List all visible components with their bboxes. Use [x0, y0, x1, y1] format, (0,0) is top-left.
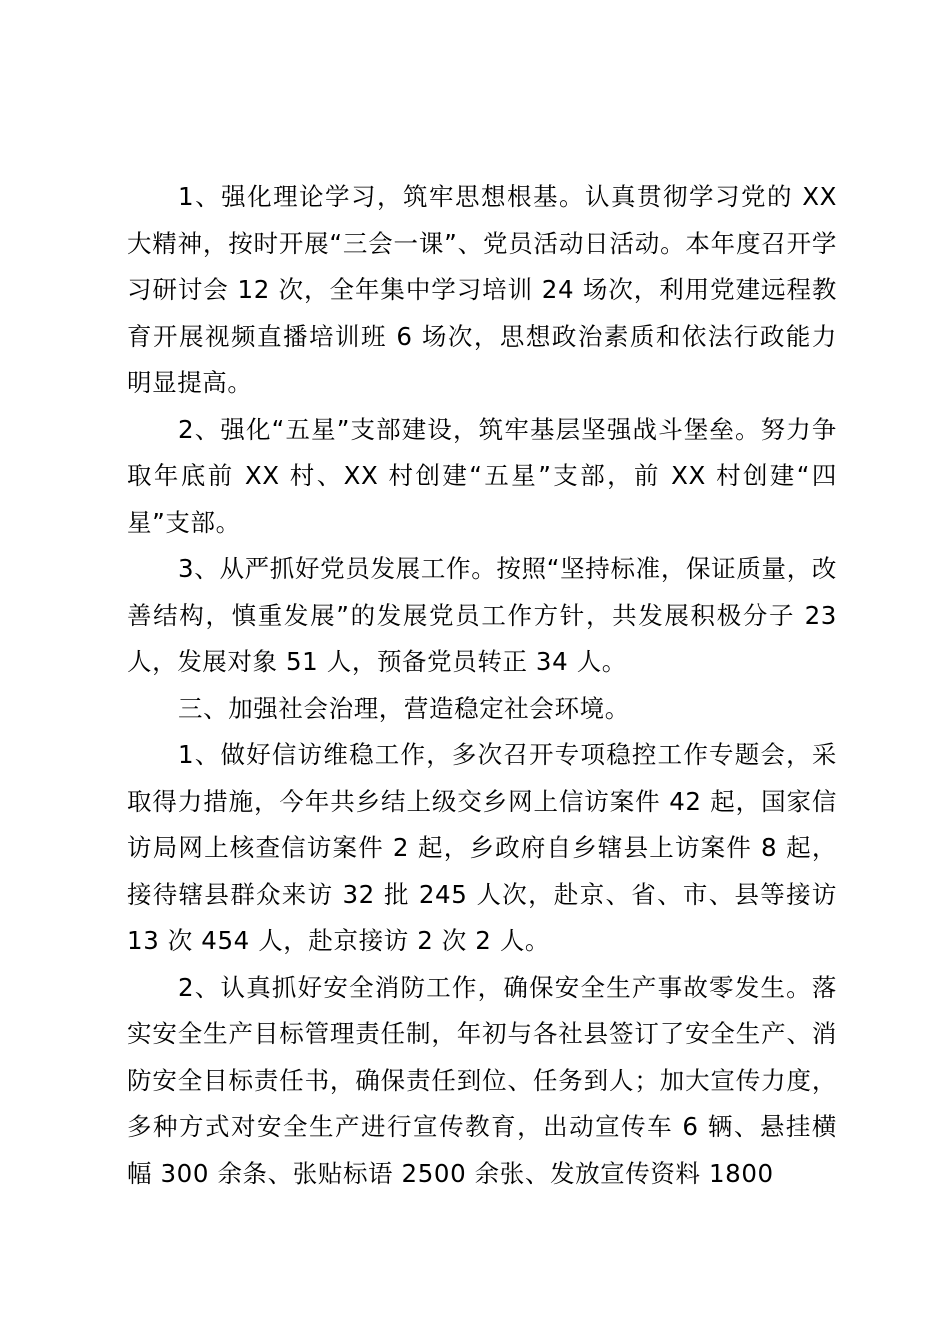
document-body [127, 174, 837, 1197]
paragraph-theory-study: 1、强化理论学习，筑牢思想根基。认真贯彻学习党的 XX 大精神，按时开展“三会一课”、党员活动日活动。本年度召开学习研讨会 12 次，全年集中学习培训 24 场次，利用党建远程教育开展视频直播培训班 6 场次，思想政治素质和依法行政能力明显提高。 [127, 182, 837, 397]
paragraph-five-star-branch: 2、强化“五星”支部建设，筑牢基层坚强战斗堡垒。努力争取年底前 XX 村、XX 村创建“五星”支部，前 XX 村创建“四星”支部。 [127, 414, 837, 537]
section-heading-social-governance: 三、加强社会治理，营造稳定社会环境。 [178, 693, 630, 723]
paragraph-petition-stability: 1、做好信访维稳工作，多次召开专项稳控工作专题会，采取得力措施，今年共乡结上级交乡网上信访案件 42 起，国家信访局网上核查信访案件 2 起，乡政府自乡辖县上访案件 8 起，接待辖县群众来访 32 批 245 人次，赴京、省、市、县等接访 13 次 454 人，赴京接访 2 次 2 人。 [127, 740, 837, 955]
paragraph-party-member-development: 3、从严抓好党员发展工作。按照“坚持标准，保证质量，改善结构，慎重发展”的发展党员工作方针，共发展积极分子 23 人，发展对象 51 人，预备党员转正 34 人。 [127, 554, 837, 676]
paragraph-safety-fire-protection: 2、认真抓好安全消防工作，确保安全生产事故零发生。落实安全生产目标管理责任制，年初与各社县签订了安全生产、消防安全目标责任书，确保责任到位、任务到人；加大宣传力度，多种方式对安全生产进行宣传教育，出动宣传车 6 辆、悬挂横幅 300 余条、张贴标语 2500 余张、发放宣传资料 1800 [127, 972, 837, 1188]
